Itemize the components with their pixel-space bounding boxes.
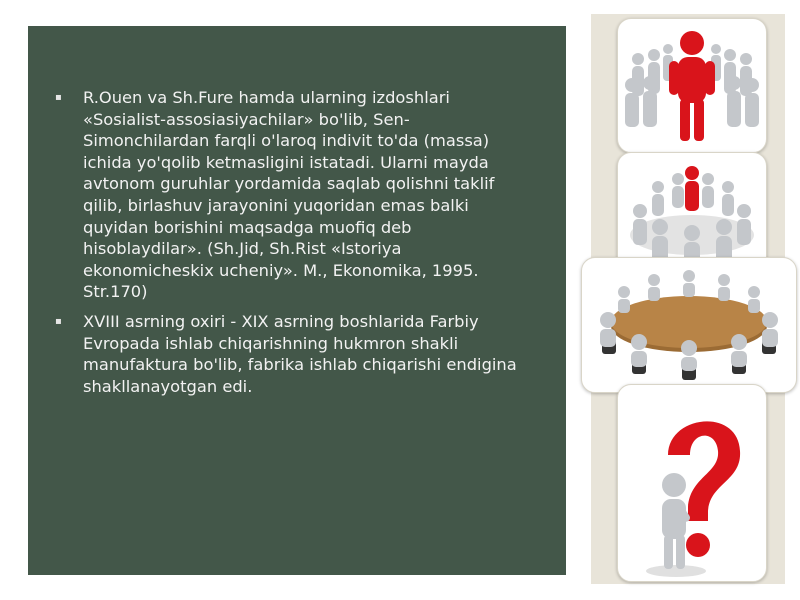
question-mark-thinker-icon <box>618 385 766 581</box>
bullet-text-1: R.Ouen va Sh.Fure hamda ularning izdoshlari «Sosialist-assosiasiyachilar» bo'lib, Sen-Simonchilardan farqli o'laroq indivit to'da (massa) ichida yo'qolib ketmasligini istatadi. Ularni mayda avtonom guruhlar yordamida saqlab qolishni taklif qilib, birlashuv jarayonini yuqoridan emas balki quyidan borishini maqsadga muofiq deb hisoblaydilar». (Sh.Jid, Sh.Rist «Istoriya ekonomicheskix ucheniy». M., Ekonomika, 1995. Str.170) <box>83 88 495 302</box>
bullet-list <box>55 87 525 405</box>
picture-card-meeting <box>581 257 797 393</box>
bullet-text-2: XVIII asrning oxiri - XIX asrning boshlarida Farbiy Evropada ishlab chiqarishning hukmron shakli manufaktura bo'lib, fabrika ishlab chiqarishi endigina shakllanayotgan edi. <box>83 311 517 396</box>
leader-red-figure-icon <box>618 19 766 152</box>
circle-group-icon <box>618 153 766 273</box>
picture-card-circle-group <box>617 152 767 274</box>
image-strip <box>591 14 785 584</box>
picture-card-question <box>617 384 767 582</box>
meeting-table-icon <box>582 258 796 392</box>
picture-card-leader <box>617 18 767 153</box>
bullet-marker: ▪ <box>55 315 62 327</box>
bullet-marker: ▪ <box>55 92 62 103</box>
bullet-item-2 <box>55 311 525 397</box>
bullet-item-1 <box>55 87 525 303</box>
